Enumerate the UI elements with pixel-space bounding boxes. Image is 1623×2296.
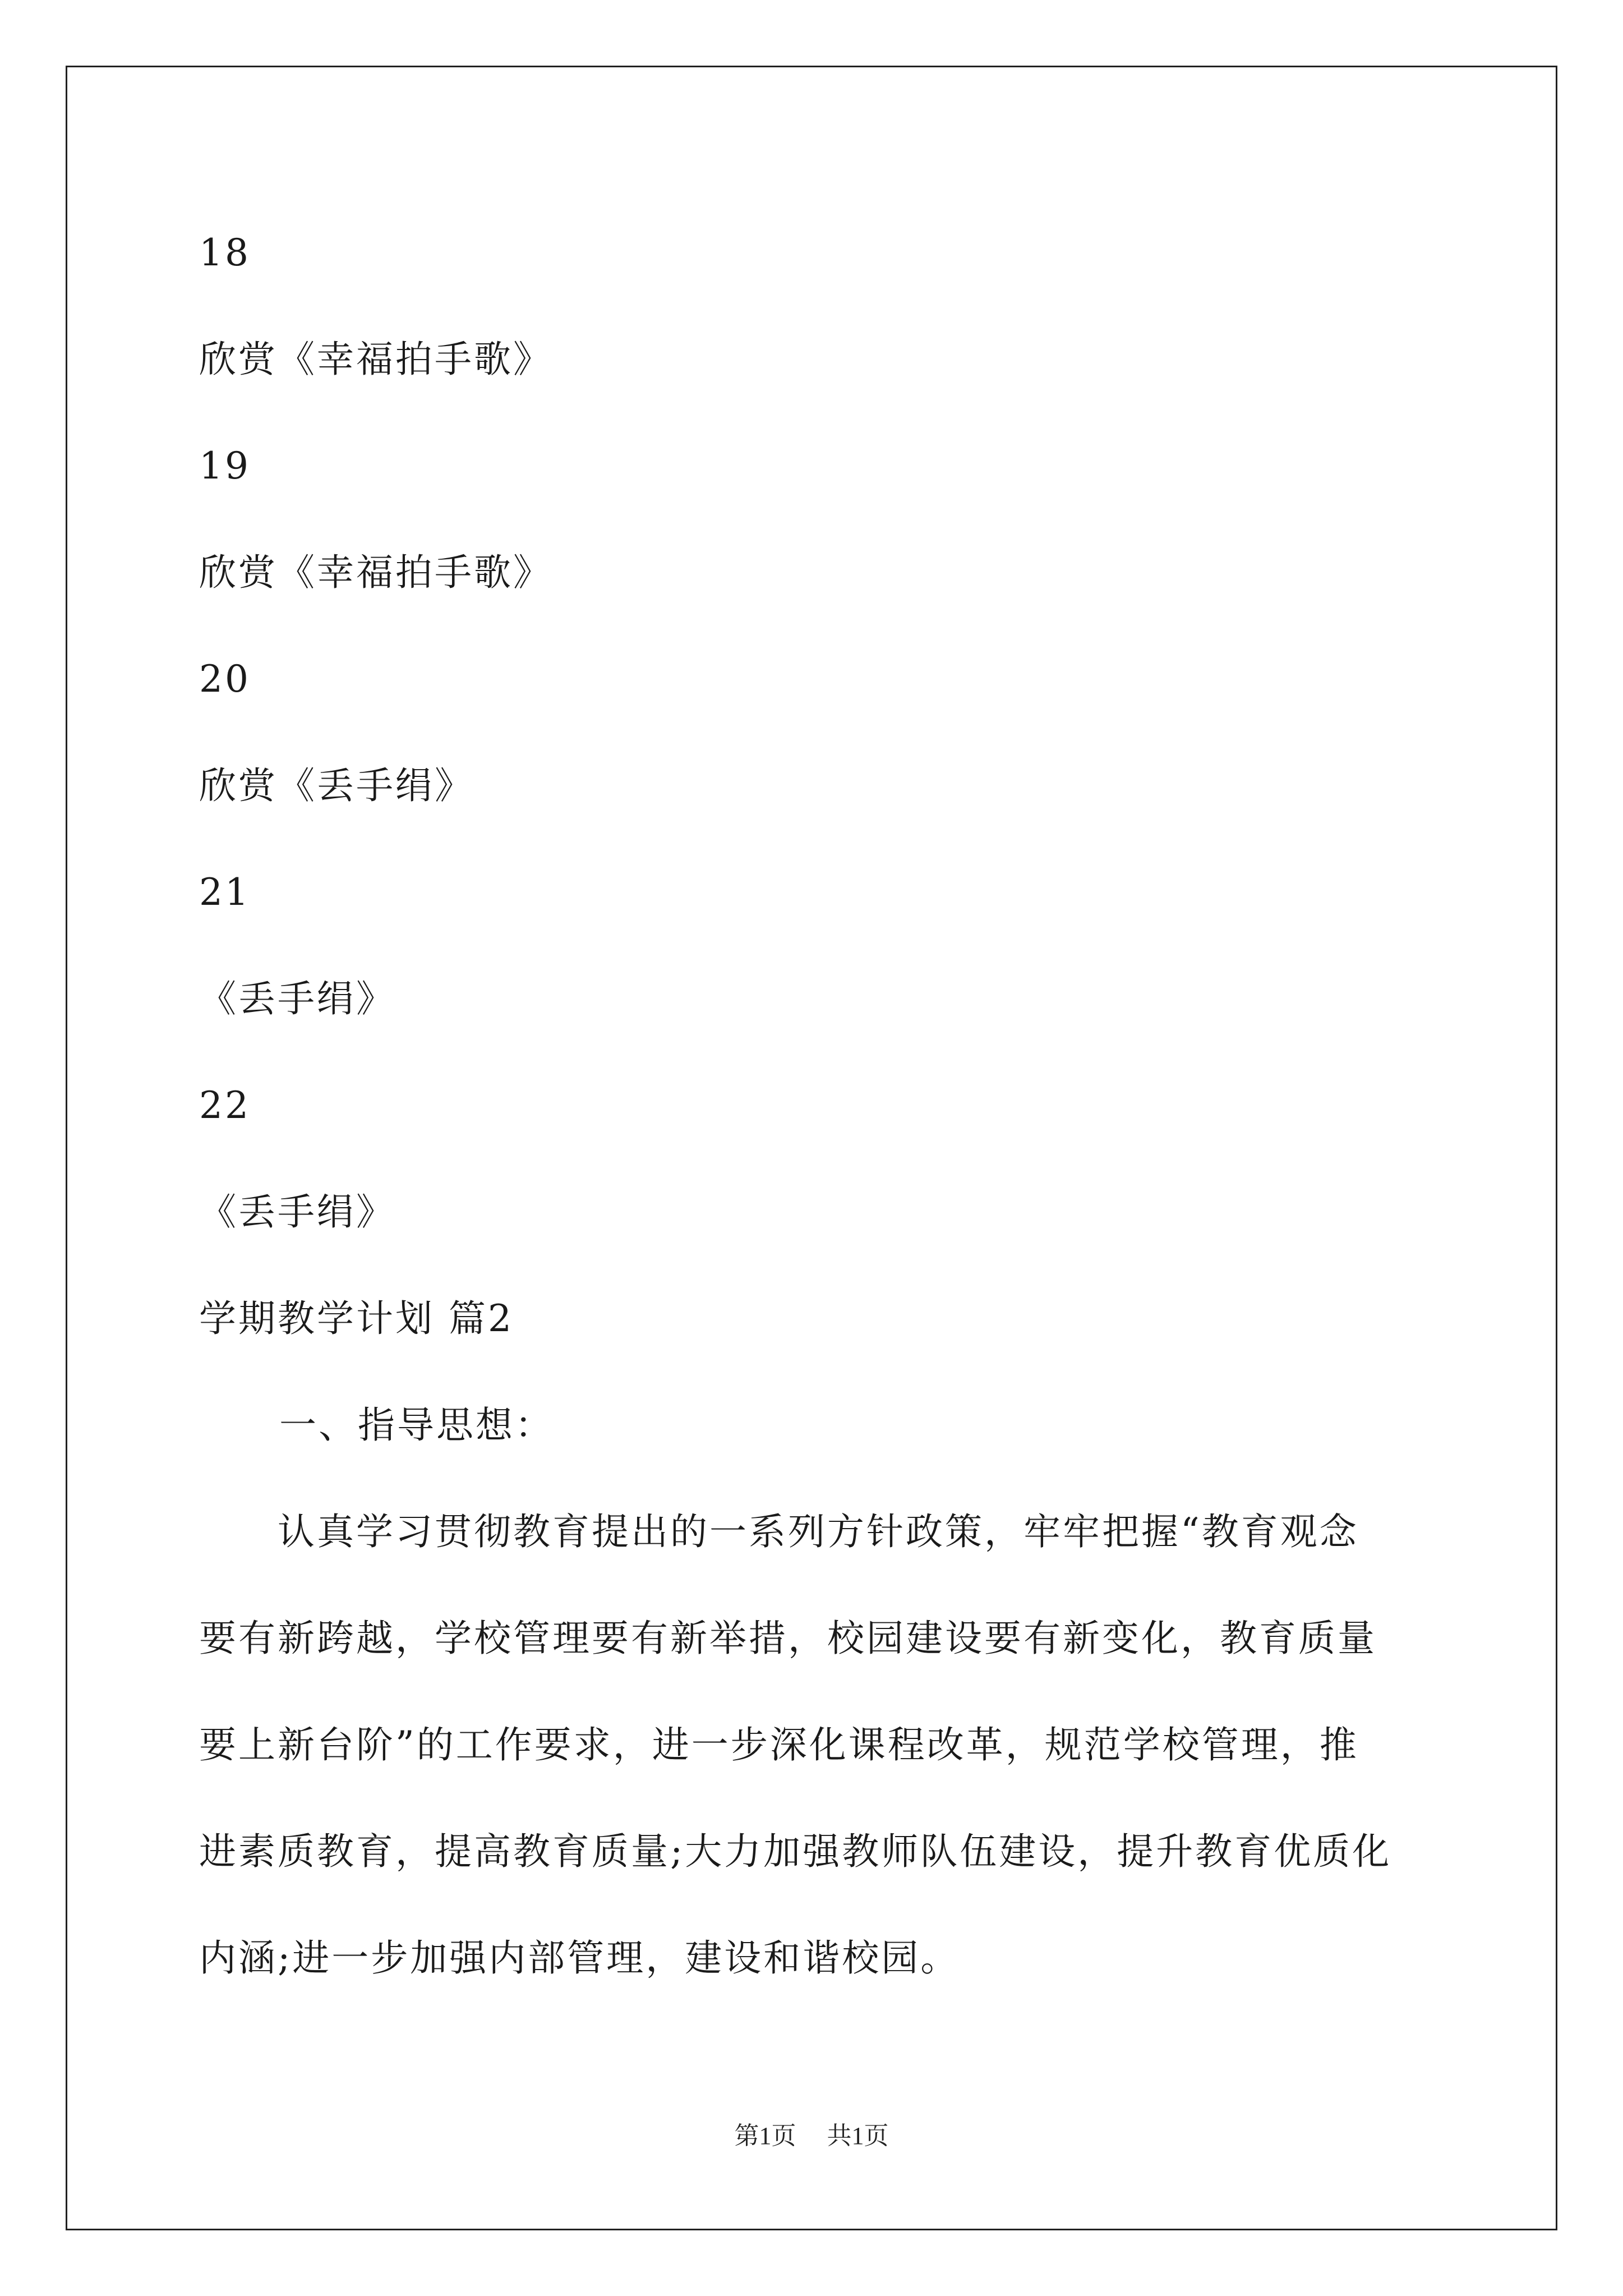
lesson-title: 欣赏《丢手绢》	[199, 764, 474, 807]
paragraph-line: 要有新跨越，学校管理要有新举措，校园建设要有新变化，教育质量	[199, 1617, 1377, 1660]
paragraph-line: 认真学习贯彻教育提出的一系列方针政策，牢牢把握“教育观念	[199, 1510, 1359, 1553]
week-number: 19	[199, 444, 251, 487]
lesson-title: 欣赏《幸福拍手歌》	[199, 338, 552, 381]
lesson-title: 欣赏《幸福拍手歌》	[199, 551, 552, 594]
section-heading: 一、指导思想：	[279, 1404, 554, 1447]
week-number: 21	[199, 871, 251, 914]
week-number: 22	[199, 1084, 251, 1127]
paragraph-line: 进素质教育，提高教育质量;大力加强教师队伍建设，提升教育优质化	[199, 1830, 1392, 1873]
lesson-title: 《丢手绢》	[199, 977, 395, 1020]
week-number: 20	[199, 657, 251, 701]
guiding-paragraph	[199, 1510, 1433, 2046]
paragraph-line: 要上新台阶”的工作要求，进一步深化课程改革，规范学校管理，推	[199, 1723, 1359, 1766]
week-number: 18	[199, 231, 251, 274]
page-footer	[0, 2124, 1623, 2148]
paragraph-line: 内涵;进一步加强内部管理，建设和谐校园。	[199, 1936, 960, 1980]
page-total: 共1页	[827, 2122, 889, 2150]
page-current: 第1页	[734, 2122, 796, 2150]
lesson-title: 《丢手绢》	[199, 1190, 395, 1234]
plan-heading: 学期教学计划 篇2	[199, 1297, 514, 1340]
